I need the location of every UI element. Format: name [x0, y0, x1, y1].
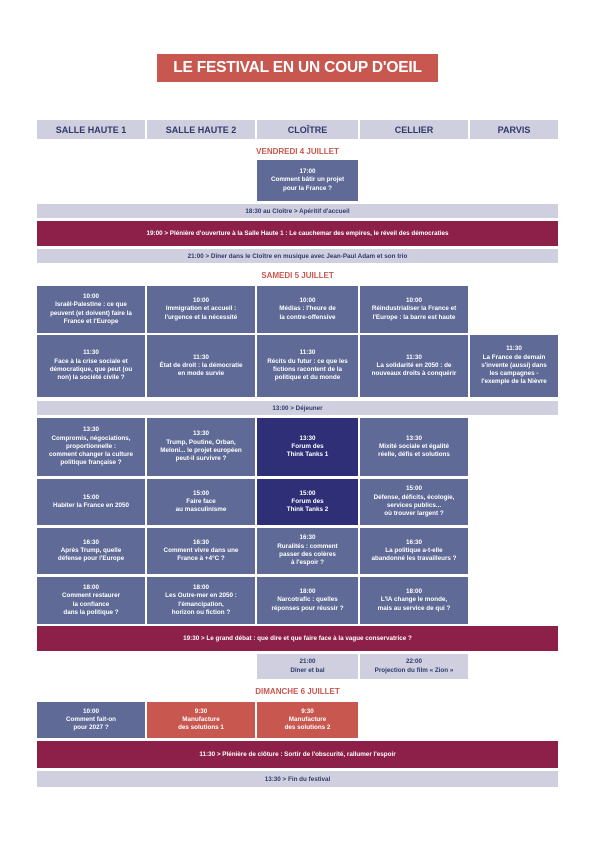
- session-time: 10:00: [299, 297, 316, 305]
- session-card: [257, 286, 358, 333]
- session-title-line: Mixité sociale et égalité: [379, 442, 449, 450]
- session-card: [147, 286, 255, 333]
- session-title-line: Manufacture: [288, 715, 327, 723]
- session-card: [147, 479, 255, 525]
- session-title-line: l'Europe : la barre est haute: [372, 313, 456, 321]
- session-title-line: Manufacture: [182, 715, 220, 723]
- session-title-line: peut-il survivre ?: [175, 455, 227, 463]
- session-title-line: Défense, déficits, écologie,: [373, 493, 455, 501]
- session-title-line: Think Tanks 2: [286, 506, 329, 514]
- session-title-line: État de droit : la démocratie: [159, 361, 243, 369]
- session-time: 21:00: [299, 658, 316, 666]
- session-card: [37, 528, 145, 574]
- session-title-line: Face à la crise sociale et: [54, 357, 128, 365]
- session-time: 15:00: [299, 489, 316, 497]
- column-header-cellier: CELLIER: [360, 120, 468, 139]
- schedule-bar-grand-debate: 19:30 > Le grand débat : que dire et que faire face à la vague conservatrice ?: [37, 626, 558, 651]
- column-header-salle-haute-2: SALLE HAUTE 2: [147, 120, 255, 139]
- session-title-line: au masculinisme: [175, 506, 227, 514]
- session-title-line: horizon ou fiction ?: [171, 608, 231, 616]
- session-title-line: peuvent (et doivent) faire la: [50, 309, 132, 317]
- session-title-line: Israël-Palestine : ce que: [55, 301, 127, 309]
- session-title-line: La politique a-t-elle: [385, 546, 443, 554]
- session-title-line: Meloni... le projet européen: [160, 447, 242, 454]
- session-title-line: l'urgence et la nécessité: [164, 313, 238, 321]
- column-header-cloitre: CLOÎTRE: [257, 120, 358, 139]
- session-title-line: L'IA change le monde,: [380, 596, 448, 604]
- session-time: 13:30: [405, 434, 423, 442]
- session-title-line: Habiter la France en 2050: [53, 502, 129, 509]
- schedule-bar-dinner: 21:00 > Dîner dans le Cloître en musique avec Jean-Paul Adam et son trio: [37, 249, 558, 263]
- session-title-line: comment changer la culture: [49, 451, 133, 459]
- session-card: [257, 702, 358, 738]
- session-title-line: Compromis, négociations,: [51, 434, 131, 442]
- session-card: [147, 335, 255, 397]
- session-title-line: la contre-offensive: [279, 313, 336, 321]
- session-time: 11:30: [83, 349, 99, 357]
- session-title-line: politique et du monde: [274, 374, 341, 382]
- session-time: 18:00: [192, 583, 210, 591]
- session-title-line: Ruralités : comment: [277, 542, 338, 550]
- session-title-line: Réindustrialiser la France et: [371, 305, 457, 313]
- session-title-line: Projection du film « Zion »: [374, 666, 454, 674]
- session-title-line: politique française ?: [60, 459, 122, 467]
- session-title-line: Les Outre-mer en 2050 :: [165, 592, 237, 600]
- session-card: [470, 335, 558, 397]
- session-title-line: Think Tanks 1: [286, 451, 329, 459]
- session-title-line: dans la politique ?: [63, 608, 119, 616]
- session-time: 16:30: [299, 534, 316, 542]
- session-title-line: proportionnelle :: [65, 442, 117, 450]
- session-title-line: l'émancipation,: [178, 600, 224, 608]
- session-time: 16:30: [405, 538, 423, 546]
- session-card: [360, 654, 468, 679]
- schedule-bar-aperitif: 18:30 au Cloître > Apéritif d'accueil: [37, 204, 558, 218]
- session-title-line: Forum des: [291, 497, 324, 505]
- session-time: 16:30: [82, 538, 100, 546]
- session-card: [147, 577, 255, 624]
- session-time: 11:30: [193, 353, 209, 361]
- session-title-line: l'exemple de la Nièvre: [481, 378, 547, 386]
- session-time: 18:00: [405, 588, 423, 596]
- session-card: [37, 286, 145, 333]
- schedule-bar-closing-plenary: 11:30 > Plénière de clôture : Sortir de l'obscurité, rallumer l'espoir: [37, 741, 558, 768]
- schedule-bar-lunch: 13:00 > Déjeuner: [37, 401, 558, 415]
- session-card: [147, 418, 255, 476]
- session-time: 10:00: [192, 297, 210, 305]
- session-time: 15:00: [405, 485, 423, 493]
- session-card: [257, 479, 358, 525]
- session-time: 18:00: [299, 588, 316, 596]
- session-title-line: réponses pour réussir ?: [271, 604, 344, 612]
- session-time: 9:30: [194, 707, 208, 715]
- session-time: 16:30: [192, 538, 210, 546]
- session-time: 15:00: [192, 489, 210, 497]
- session-time: 10:00: [405, 297, 423, 305]
- session-time: 13:30: [82, 426, 100, 434]
- session-card: [37, 479, 145, 525]
- session-title-line: des solutions 2: [284, 724, 331, 732]
- session-title-line: Trump, Poutine, Orban,: [166, 438, 236, 446]
- session-title-line: passer des colères: [279, 551, 336, 558]
- session-card: [37, 418, 145, 476]
- session-card: [37, 335, 145, 397]
- session-time: 15:00: [82, 493, 100, 501]
- session-time: 18:00: [82, 583, 100, 591]
- session-title-line: Comment fait-on: [65, 715, 117, 723]
- session-card: [360, 335, 468, 397]
- session-title-line: Médias : l'heure de: [279, 305, 336, 313]
- session-title-line: Faire face: [186, 497, 216, 505]
- session-title-line: Forum des: [291, 442, 324, 450]
- session-title-line: s'invente (aussi) dans: [481, 361, 547, 369]
- session-title-line: France à +4°C ?: [177, 555, 225, 563]
- session-title-line: abandonné les travailleurs ?: [371, 555, 457, 563]
- session-title-line: nouveaux droits à conquérir: [371, 370, 457, 378]
- day-label-saturday: SAMEDI 5 JUILLET: [261, 271, 334, 280]
- session-card: [257, 418, 358, 476]
- session-title-line: services publics...: [386, 502, 442, 509]
- session-title-line: la confiance: [72, 600, 110, 608]
- schedule-bar-festival-end: 13:30 > Fin du festival: [37, 771, 558, 787]
- session-time: 11:30: [406, 353, 422, 361]
- schedule-bar-opening-plenary: 19:00 > Plénière d'ouverture à la Salle Haute 1 : Le cauchemar des empires, le réveil des démocraties: [37, 221, 558, 246]
- session-card: [147, 528, 255, 574]
- session-title-line: pour 2027 ?: [73, 724, 109, 732]
- session-title-line: Comment bâtir un projet: [270, 176, 345, 184]
- session-card: [257, 654, 358, 679]
- session-title-line: les campagnes -: [489, 370, 539, 378]
- session-time: 11:30: [506, 345, 522, 353]
- session-time: 22:00: [405, 658, 423, 666]
- session-card: [37, 702, 145, 738]
- session-title-line: Immigration et accueil :: [165, 305, 237, 313]
- session-title-line: démocratique, que peut (ou: [49, 366, 133, 373]
- session-title-line: en mode survie: [177, 370, 225, 378]
- session-card: [360, 286, 468, 333]
- session-title-line: non) la société civile ?: [57, 374, 125, 382]
- session-title-line: Récits du futur : ce que les: [267, 357, 348, 365]
- column-header-salle-haute-1: SALLE HAUTE 1: [37, 120, 145, 139]
- session-time: 9:30: [301, 707, 314, 715]
- session-card: [360, 418, 468, 476]
- session-card: [147, 702, 255, 738]
- session-title-line: La France de demain: [482, 353, 546, 361]
- session-title-line: Après Trump, quelle: [60, 546, 122, 554]
- session-title-line: Dîner et bal: [290, 666, 325, 674]
- session-card: [360, 528, 468, 574]
- session-title-line: à l'espoir ?: [291, 559, 324, 567]
- session-time: 13:30: [299, 434, 316, 442]
- session-title-line: défense pour l'Europe: [57, 555, 125, 563]
- session-title-line: réelle, défis et solutions: [378, 451, 450, 459]
- session-title-line: Comment vivre dans une: [163, 546, 239, 554]
- session-title-line: où trouver largent ?: [384, 510, 444, 518]
- session-time: 17:00: [299, 168, 316, 176]
- session-time: 11:30: [299, 349, 316, 357]
- session-card: [257, 577, 358, 624]
- session-title-line: fictions racontent de la: [273, 366, 342, 373]
- session-time: 13:30: [192, 430, 210, 438]
- session-title-line: La solidarité en 2050 : de: [376, 361, 452, 369]
- session-title-line: pour la France ?: [283, 184, 332, 192]
- session-card: [37, 577, 145, 624]
- session-time: 10:00: [82, 707, 100, 715]
- day-label-sunday: DIMANCHE 6 JUILLET: [255, 687, 340, 696]
- session-card: [360, 479, 468, 525]
- session-card: [257, 335, 358, 397]
- session-title-line: des solutions 1: [178, 724, 224, 732]
- session-title-line: Comment restaurer: [61, 592, 121, 600]
- session-title-line: France et l'Europe: [63, 317, 119, 325]
- session-time: 10:00: [82, 292, 100, 300]
- day-label-friday: VENDREDI 4 JUILLET: [256, 147, 339, 156]
- session-title-line: Narcotrafic : quelles: [277, 596, 338, 604]
- column-header-parvis: PARVIS: [470, 120, 558, 139]
- session-card: [360, 577, 468, 624]
- session-title-line: mais au service de qui ?: [377, 604, 451, 612]
- page-title: LE FESTIVAL EN UN COUP D'OEIL: [157, 54, 438, 82]
- session-card: [257, 528, 358, 574]
- session-card: [257, 160, 358, 201]
